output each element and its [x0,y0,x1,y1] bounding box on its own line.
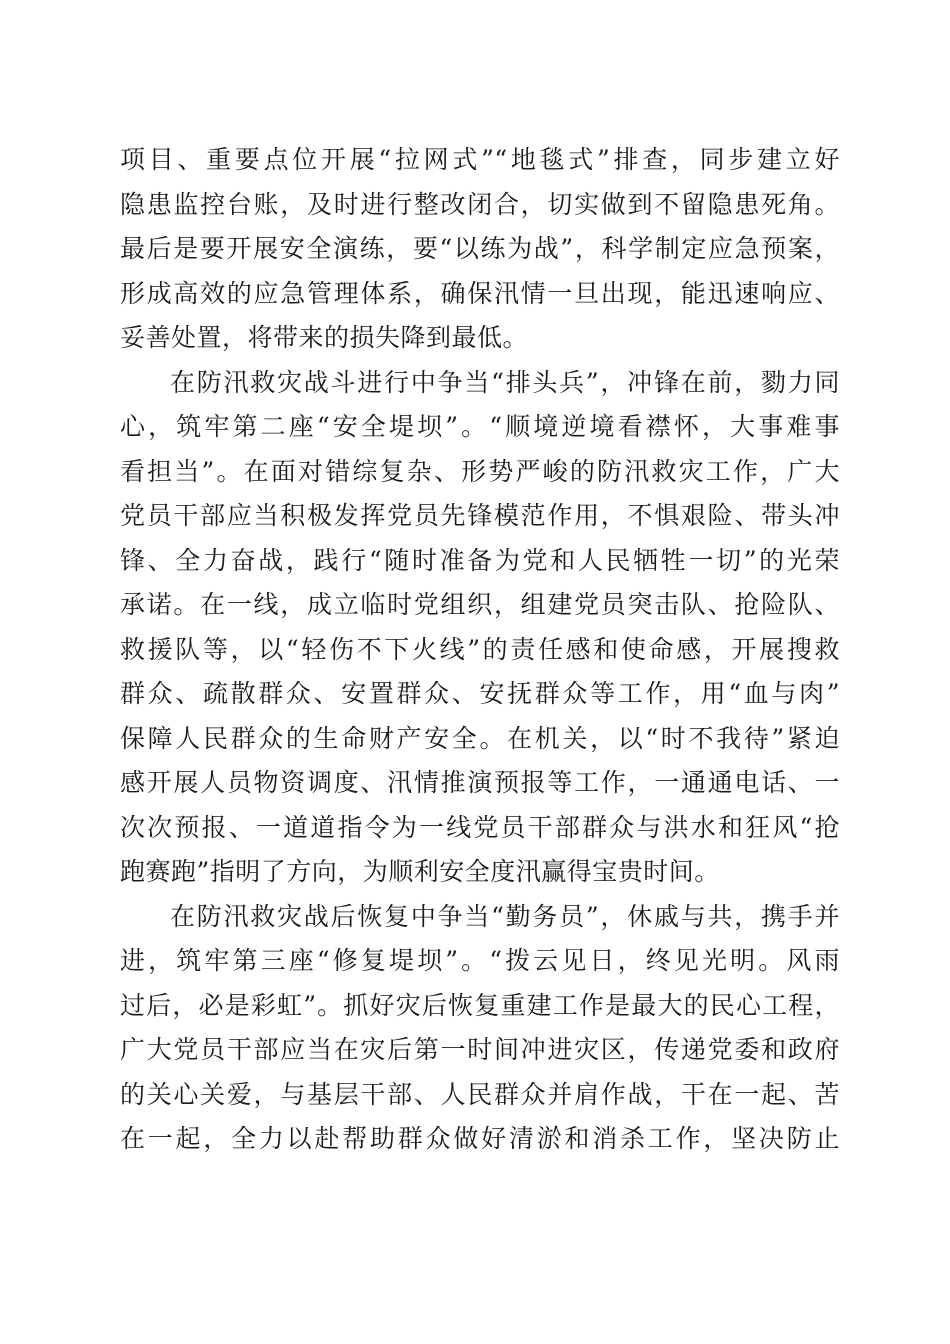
text-line: 的关心关爱，与基层干部、人民群众并肩作战，干在一起、苦 [120,1079,840,1109]
text-line: 最后是要开展安全演练，要“以练为战”，科学制定应急预案， [120,234,840,263]
text-line: 心，筑牢第二座“安全堤坝”。“顺境逆境看襟怀，大事难事 [120,412,840,441]
paragraph-first-line: 在防汛救灾战后恢复中争当“勤务员”，休戚与共，携手并 [170,901,840,931]
text-line: 保障人民群众的生命财产安全。在机关，以“时不我待”紧迫 [120,723,840,753]
text-line: 妥善处置，将带来的损失降到最低。 [120,323,529,352]
text-line: 进，筑牢第三座“修复堤坝”。“拨云见日，终见光明。风雨 [120,946,840,975]
text-line: 项目、重要点位开展“拉网式”“地毯式”排查，同步建立好 [120,145,840,174]
text-line: 看担当”。在面对错综复杂、形势严峻的防汛救灾工作，广大 [120,456,840,486]
text-line: 承诺。在一线，成立临时党组织，组建党员突击队、抢险队、 [120,590,840,619]
text-line: 跑赛跑”指明了方向，为顺利安全度汛赢得宝贵时间。 [120,857,720,886]
text-line: 隐患监控台账，及时进行整改闭合，切实做到不留隐患死角。 [120,189,840,219]
text-line: 在一起，全力以赴帮助群众做好清淤和消杀工作，坚决防止 [120,1124,840,1153]
text-line: 过后，必是彩虹”。抓好灾后恢复重建工作是最大的民心工程， [120,990,840,1020]
text-line: 感开展人员物资调度、汛情推演预报等工作，一通通电话、一 [120,768,840,797]
text-line: 群众、疏散群众、安置群众、安抚群众等工作，用“血与肉” [120,679,840,708]
document-body [120,138,840,1162]
text-line: 广大党员干部应当在灾后第一时间冲进灾区，传递党委和政府 [120,1035,840,1064]
text-line: 党员干部应当积极发挥党员先锋模范作用，不惧艰险、带头冲 [120,501,840,530]
paragraph-first-line: 在防汛救灾战斗进行中争当“排头兵”，冲锋在前，勠力同 [170,367,840,397]
text-line: 锋、全力奋战，践行“随时准备为党和人民牺牲一切”的光荣 [120,545,840,575]
text-line: 救援队等，以“轻伤不下火线”的责任感和使命感，开展搜救 [120,634,840,664]
text-line: 形成高效的应急管理体系，确保汛情一旦出现，能迅速响应、 [120,278,840,308]
text-line: 次次预报、一道道指令为一线党员干部群众与洪水和狂风“抢 [120,812,840,842]
